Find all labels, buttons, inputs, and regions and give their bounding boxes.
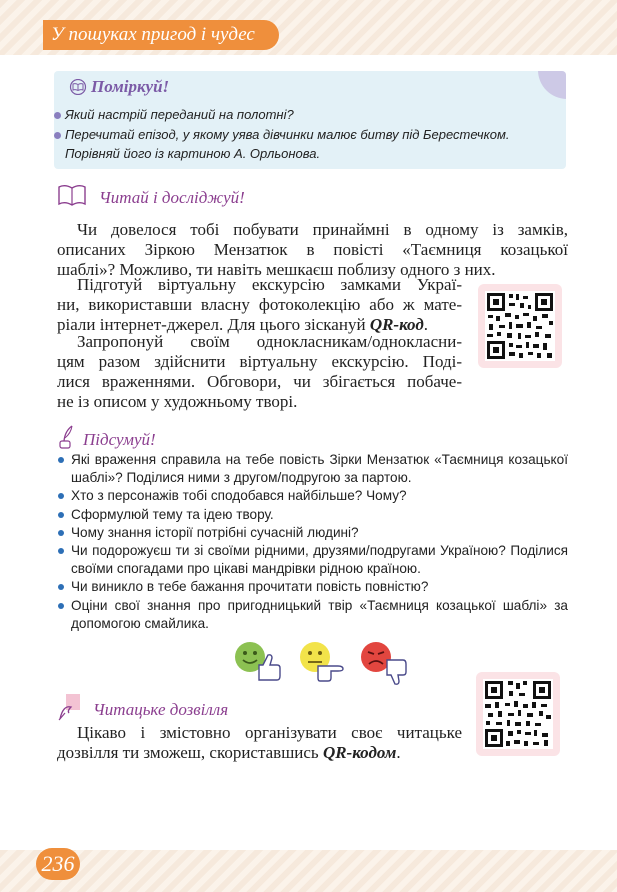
list-item: Які враження справила на тебе повість Зірки Мензатюк «Таємниця козацької шаблі»? Поділися ними з другом/подругою за партою. [57,451,568,487]
think-heading [68,77,169,97]
qr-code-icon [485,291,555,361]
read-paragraph-2: Підготуй віртуальну екскурсію замками Украї- ни, використавши власну фотоколекцію або ж мате- ріали інтернет-джерел. Для цього зіскануй QR-код. [57,275,462,334]
leisure-heading-label: Читацьке дозвілля [93,699,229,719]
open-book-icon [68,79,88,95]
qr-code-icon [483,679,553,749]
notebook-pen-icon [57,693,83,726]
think-box [54,71,566,169]
summary-heading [57,425,156,454]
qr-code-label: QR-кодом [322,743,397,762]
read-heading-label: Читай і досліджуй! [99,187,245,207]
bullet-dot [54,112,61,119]
read-paragraph-3: Запропонуй своїм однокласникам/однокласни- цям разом здійснити віртуальну екскурсію. Поді- лися враженнями. Обговори, чи збігається побаче- не із описом у художньому творі. [57,332,462,411]
quill-ink-icon [57,425,75,454]
think-item-continuation: Порівняй його із картиною А. Орльонова. [65,146,321,161]
list-item: Чи виникло в тебе бажання прочитати повість повністю? [57,578,568,596]
page-number: 236 [36,848,80,880]
list-item: Сформулюй тему та ідею твору. [57,506,568,524]
leisure-paragraph: Цікаво і змістовно організувати своє читацьке дозвілля ти зможеш, скориставшись QR-кодом. [57,723,462,762]
qr-code-label: QR-код [369,315,424,334]
summary-heading-label: Підсумуй! [83,429,156,449]
qr-code-excursion[interactable] [478,284,562,368]
read-paragraph-1: Чи довелося тобі побувати принаймні в одному із замків, описаних Зіркою Мензатюк в повісті «Таємниця козацької шаблі»? Можливо, ти навіть мешкаєш поблизу одного з них. [57,220,568,279]
list-item: Хто з персонажів тобі сподобався найбільше? Чому? [57,487,568,505]
list-item: Чи подорожуєш ти зі своїми рідними, друзями/подругами Україною? Поділися своїми спогадами про цікаві мандрівки рідною країною. [57,542,568,578]
read-heading [57,183,245,212]
leisure-heading [57,693,228,726]
list-item: Оціни свої знання про пригодницький твір «Таємниця козацької шаблі» за допомогою смайлика. [57,597,568,633]
smiley-happy-thumbs-up-icon[interactable] [233,640,283,687]
think-box-corner [538,71,566,99]
open-book-icon [57,183,87,212]
think-heading-label: Поміркуй! [91,77,170,96]
think-item: Перечитай епізод, у якому уява дівчинки малює битву під Берестечком. [54,125,510,144]
smiley-neutral-pointing-icon[interactable] [298,640,348,687]
summary-list [57,451,568,633]
think-item: Який настрій переданий на полотні? [54,105,294,124]
smiley-sad-thumbs-down-icon[interactable] [359,640,409,691]
qr-code-leisure[interactable] [476,672,560,756]
list-item: Чому знання історії потрібні сучасній людині? [57,524,568,542]
chapter-title-tab: У пошуках пригод і чудес [43,20,279,50]
bullet-dot [54,132,61,139]
bottom-decorative-band [0,850,617,892]
